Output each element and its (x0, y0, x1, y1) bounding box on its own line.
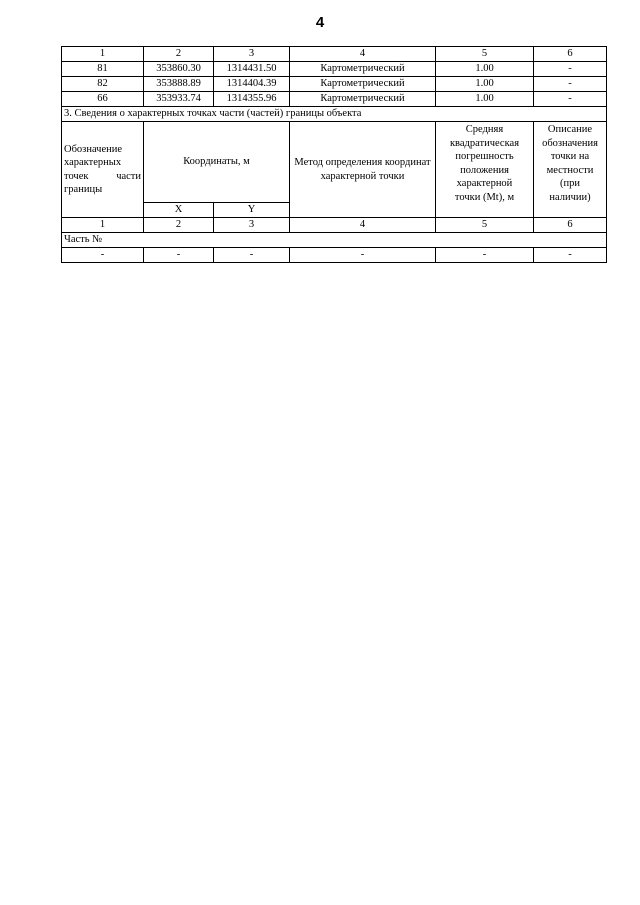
empty-cell: - (290, 248, 436, 263)
boundary-points-table (61, 46, 607, 263)
table-row (62, 62, 607, 77)
header-line: Средняя (465, 124, 504, 135)
point-id: 81 (62, 62, 144, 77)
header-line: (при (560, 178, 580, 189)
point-id: 66 (62, 92, 144, 107)
description: - (534, 77, 607, 92)
empty-cell: - (534, 248, 607, 263)
empty-cell: - (62, 248, 144, 263)
description-header (534, 122, 607, 218)
table-row (62, 92, 607, 107)
header-line: точки на (550, 151, 590, 162)
y-header: Y (214, 203, 290, 218)
header-cell: 4 (290, 47, 436, 62)
error-value: 1.00 (436, 77, 534, 92)
method: Картометрический (290, 62, 436, 77)
error-value: 1.00 (436, 92, 534, 107)
method: Картометрический (290, 92, 436, 107)
part-row (62, 233, 607, 248)
header-line: характерной (456, 178, 513, 189)
column-numbers-row (62, 218, 607, 233)
header-line: наличии) (549, 191, 591, 203)
header-line: границы (64, 184, 103, 195)
part-label: Часть № (62, 233, 607, 248)
coord-y: 1314431.50 (214, 62, 290, 77)
header-cell: 2 (144, 47, 214, 62)
page-number: 4 (315, 14, 325, 31)
empty-cell: - (144, 248, 214, 263)
coord-x: 353888.89 (144, 77, 214, 92)
empty-cell: - (436, 248, 534, 263)
section-title-row (62, 107, 607, 122)
column-number: 5 (436, 218, 534, 233)
header-cell: 3 (214, 47, 290, 62)
error-header (436, 122, 534, 218)
coord-x: 353860.30 (144, 62, 214, 77)
column-number: 3 (214, 218, 290, 233)
header-line: положения (460, 164, 509, 176)
table-row (62, 248, 607, 263)
coord-y: 1314404.39 (214, 77, 290, 92)
coordinates-header: Координаты, м (144, 122, 290, 203)
header-cell: 1 (62, 47, 144, 62)
header-line: характерных (64, 157, 122, 168)
column-number: 4 (290, 218, 436, 233)
column-number: 6 (534, 218, 607, 233)
header-line: точки (Mt), м (454, 191, 515, 203)
coord-x: 353933.74 (144, 92, 214, 107)
description: - (534, 62, 607, 77)
table1-header-row (62, 47, 607, 62)
method-header: Метод определения координат характерной точки (290, 122, 436, 218)
empty-cell: - (214, 248, 290, 263)
point-id: 82 (62, 77, 144, 92)
point-designation-header (62, 122, 144, 218)
error-value: 1.00 (436, 62, 534, 77)
header-line: местности (546, 164, 594, 176)
header-line: Описание (547, 124, 593, 135)
column-number: 1 (62, 218, 144, 233)
header-line: обозначения (542, 137, 598, 149)
header-line: точек части (64, 170, 141, 182)
header-cell: 5 (436, 47, 534, 62)
section-title: 3. Сведения о характерных точках части (частей) границы объекта (62, 107, 607, 122)
header-line: погрешность (455, 151, 514, 162)
section3-header-row (62, 122, 607, 203)
coord-y: 1314355.96 (214, 92, 290, 107)
description: - (534, 92, 607, 107)
x-header: X (144, 203, 214, 218)
header-line: квадратическая (449, 137, 520, 149)
table-row (62, 77, 607, 92)
column-number: 2 (144, 218, 214, 233)
method: Картометрический (290, 77, 436, 92)
header-line: Обозначение (64, 143, 123, 155)
header-cell: 6 (534, 47, 607, 62)
